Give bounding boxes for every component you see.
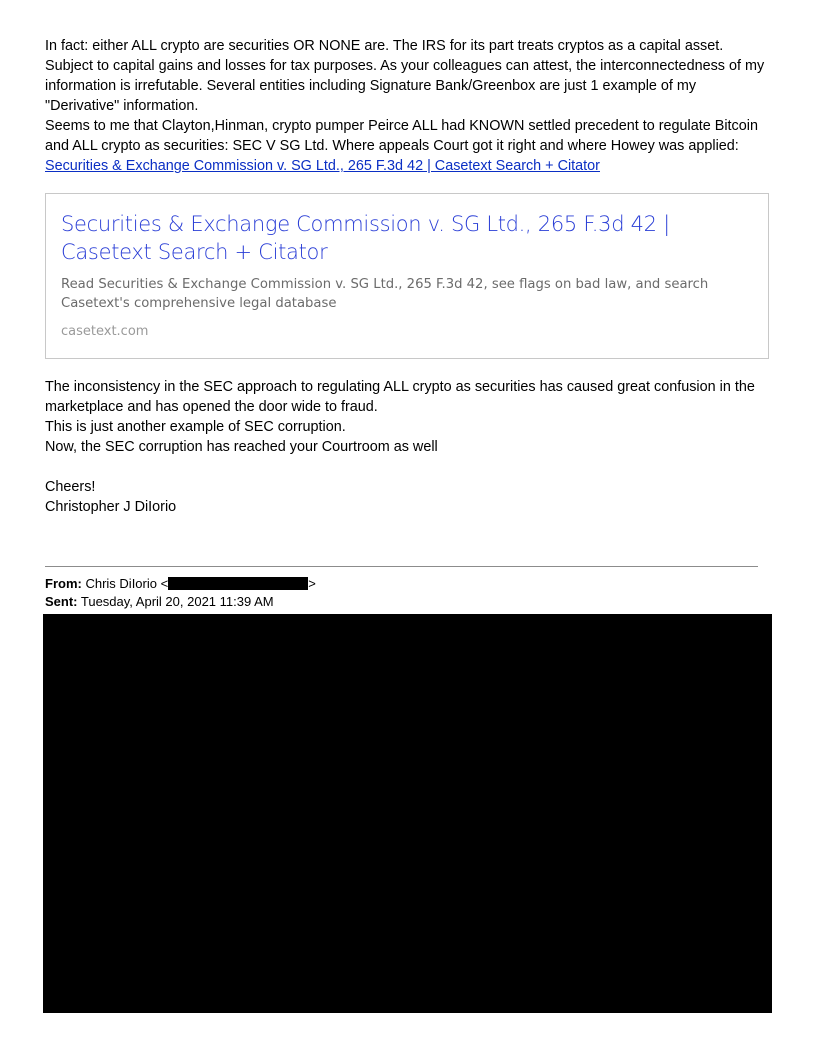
body-line: information is irrefutable. Several entities including Signature Bank/Greenbox are just 1 example of my xyxy=(45,78,697,94)
body-line: "Derivative" information. xyxy=(45,98,199,114)
preview-domain: casetext.com xyxy=(61,324,149,339)
body-line: and ALL crypto as securities: SEC V SG Ltd. Where appeals Court got it right and where Howey was applied: xyxy=(45,138,739,154)
preview-title[interactable]: Securities & Exchange Commission v. SG Ltd., 265 F.3d 42 | Casetext Search + Citator xyxy=(61,212,670,264)
signoff-name: Christopher J DiIorio xyxy=(45,499,177,515)
body-line: Now, the SEC corruption has reached your Courtroom as well xyxy=(45,439,438,455)
from-row xyxy=(45,575,316,593)
spacer xyxy=(45,457,780,477)
quoted-email-divider xyxy=(45,566,758,567)
redaction-bar xyxy=(168,577,308,590)
from-label: From: xyxy=(45,576,82,591)
body-line: In fact: either ALL crypto are securities OR NONE are. The IRS for its part treats cryptos as a capital asset. xyxy=(45,38,724,54)
case-link-line xyxy=(45,156,780,176)
body-line: marketplace and has opened the door wide to fraud. xyxy=(45,399,378,415)
sent-row xyxy=(45,593,316,611)
sent-label: Sent: xyxy=(45,594,78,609)
sent-value: Tuesday, April 20, 2021 11:39 AM xyxy=(80,594,274,609)
body-line: This is just another example of SEC corruption. xyxy=(45,419,346,435)
case-link[interactable]: Securities & Exchange Commission v. SG Ltd., 265 F.3d 42 | Casetext Search + Citator xyxy=(45,158,600,174)
link-preview-card[interactable] xyxy=(45,193,769,359)
body-line: Seems to me that Clayton,Hinman, crypto pumper Peirce ALL had KNOWN settled precedent to regulate Bitcoin xyxy=(45,118,758,134)
signoff-greeting: Cheers! xyxy=(45,479,96,495)
from-close: > xyxy=(308,576,316,591)
body-line: Subject to capital gains and losses for tax purposes. As your colleagues can attest, the interconnectedness of my xyxy=(45,58,765,74)
email-body xyxy=(45,36,780,176)
redacted-content-block xyxy=(43,614,772,1013)
quoted-email-header xyxy=(45,575,316,611)
from-name: Chris DiIorio < xyxy=(85,576,169,591)
email-body-continued xyxy=(45,377,780,517)
body-line: The inconsistency in the SEC approach to regulating ALL crypto as securities has caused great confusion in the xyxy=(45,379,755,395)
preview-description: Read Securities & Exchange Commission v. SG Ltd., 265 F.3d 42, see flags on bad law, and search Casetext's comprehensive legal database xyxy=(61,277,709,311)
